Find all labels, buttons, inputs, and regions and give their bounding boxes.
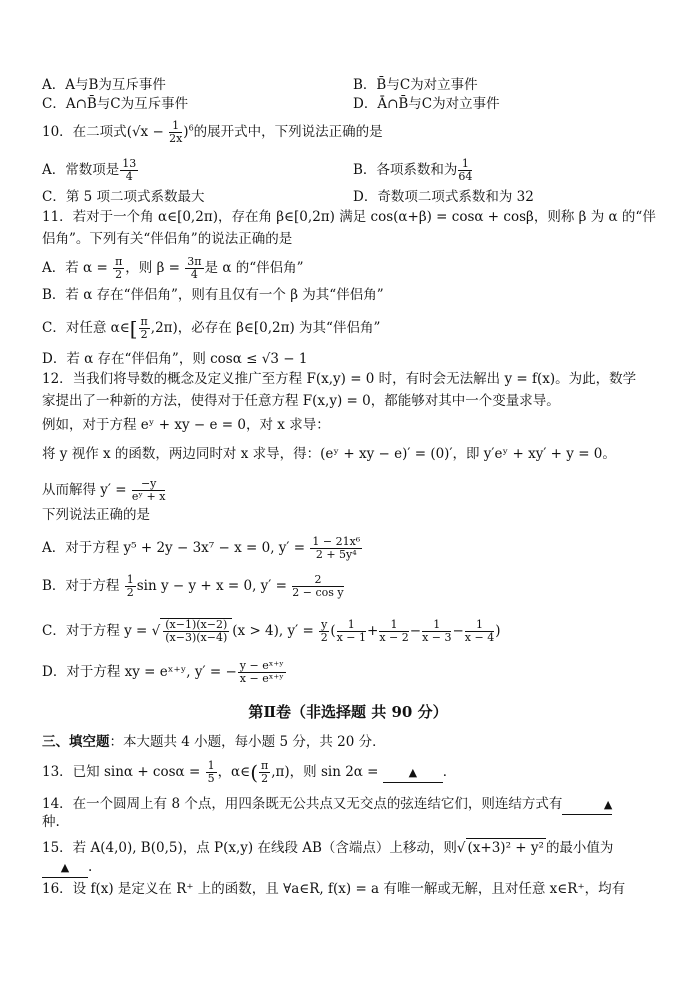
q11-option-b: B．若 α 存在“伴侣角”，则有且仅有一个 β 为其“伴侣角” xyxy=(42,287,384,303)
q11-option-a: A．若 α = $\frac{\pi}{2}$ ，则 β = $\frac{3\pi}{4}$ 是 α 的“伴侣角” xyxy=(42,255,304,281)
q11-stem-line1: 11．若对于一个角 α∈[0,2π)，存在角 β∈[0,2π) 满足 cos(α+β) = cosα + cosβ，则称 β 为 α 的“伴 xyxy=(42,209,656,225)
q13: 13．已知 sinα + cosα = $\frac{1}{5}$ ，α∈( $\frac{\pi}{2}$ ,π)，则 sin 2α = ▲ ． xyxy=(42,759,457,785)
q9-option-b: B．B̄与C为对立事件 xyxy=(353,77,478,93)
q12-stem-line3: 例如，对于方程 eʸ + xy − e = 0，对 x 求导： xyxy=(42,417,330,433)
q9-option-c: C．A∩B̄与C为互斥事件 xyxy=(42,96,189,112)
q12-option-a: A．对于方程 y⁵ + 2y − 3x⁷ − x = 0, y′ = $\frac{\text{1 − 21x⁶}}{\text{2 + 5y⁴}}$ xyxy=(42,535,361,561)
q14-line2: 种. xyxy=(42,814,60,830)
fraction: $\frac{1}{2x}$ xyxy=(169,119,183,145)
q14-line1: 14．在一个圆周上有 8 个点，用四条既无公共点又无交点的弦连结它们，则连结方式有 ▲ xyxy=(42,795,612,815)
q10-option-b: B．各项系数和为 $\frac{1}{64}$ xyxy=(353,157,473,183)
q9-option-d: D．Ā∩B̄与C为对立事件 xyxy=(353,96,500,112)
part3-header: 三、填空题：本大题共 4 小题，每小题 5 分，共 20 分． xyxy=(42,734,386,750)
q10-option-c: C．第 5 项二项式系数最大 xyxy=(42,189,205,205)
answer-blank: ▲ xyxy=(383,763,443,783)
q10-option-a: A．常数项是 $\frac{13}{4}$ xyxy=(42,157,137,183)
q12-stem-line1: 12．当我们将导数的概念及定义推广至方程 F(x,y) = 0 时，有时会无法解出 y = f(x)。为此，数学 xyxy=(42,371,637,387)
q12-stem-line2: 家提出了一种新的方法，使得对于任意方程 F(x,y) = 0，都能够对其中一个变量求导。 xyxy=(42,393,560,409)
q15-line1: 15．若 A(4,0), B(0,5)，点 P(x,y) 在线段 AB（含端点）上移动，则√ (x+3)² + y² 的最小值为 xyxy=(42,840,614,856)
q12-stem-line4: 将 y 视作 x 的函数，两边同时对 x 求导，得：(eʸ + xy − e)′ = (0)′，即 y′eʸ + xy′ + y = 0。 xyxy=(42,446,616,462)
q11-option-c: C．对任意 α∈[ $\frac{\pi}{2}$ ,2π)，必存在 β∈[0,2π) 为其“伴侣角” xyxy=(42,315,381,341)
q16-line1: 16．设 f(x) 是定义在 R⁺ 上的函数，且 ∀a∈R, f(x) = a 有唯一解或无解，且对任意 x∈R⁺，均有 xyxy=(42,881,626,897)
q11-stem-line2: 侣角”。下列有关“伴侣角”的说法正确的是 xyxy=(42,231,293,247)
q9-option-a: A．A与B为互斥事件 xyxy=(42,77,166,93)
q15-line2: ▲ . xyxy=(42,858,92,878)
q12-stem-line5: 从而解得 y′ = $\frac{-y}{\text{eʸ + x}}$ xyxy=(42,477,166,503)
q10-option-d: D．奇数项二项式系数和为 32 xyxy=(353,189,534,205)
answer-blank: ▲ xyxy=(562,795,612,815)
q12-option-b: B．对于方程 $\frac{1}{2}$ sin y − y + x = 0, y′ = $\frac{2}{\text{2 − cos y}}$ xyxy=(42,573,344,599)
answer-blank: ▲ xyxy=(42,858,88,878)
q10-stem: 10．在二项式(√x − $\frac{1}{2x}$ )$^6$的展开式中，下列说法正确的是 xyxy=(42,119,383,145)
q12-option-c: C．对于方程 y = √ $\frac{(x-1)(x-2)}{(x-3)(x-4)}$ (x > 4), y′ = $\frac{y}{2}$ ( $\frac{1}{x - 1}$ + $\frac{1}{x - 2}$ − $\frac{1}{x - 3}$ − $\frac{1}{x - 4}$ ) xyxy=(42,618,501,644)
q12-option-d: D．对于方程 xy = eˣ⁺ʸ, y′ = − $\frac{\text{y − eˣ⁺ʸ}}{\text{x − eˣ⁺ʸ}}$ xyxy=(42,659,284,685)
q12-stem-line6: 下列说法正确的是 xyxy=(42,507,150,523)
q11-option-d: D．若 α 存在“伴侣角”，则 cosα ≤ √3 − 1 xyxy=(42,351,308,367)
section-title: 第Ⅱ卷（非选择题 共 90 分） xyxy=(248,703,448,721)
